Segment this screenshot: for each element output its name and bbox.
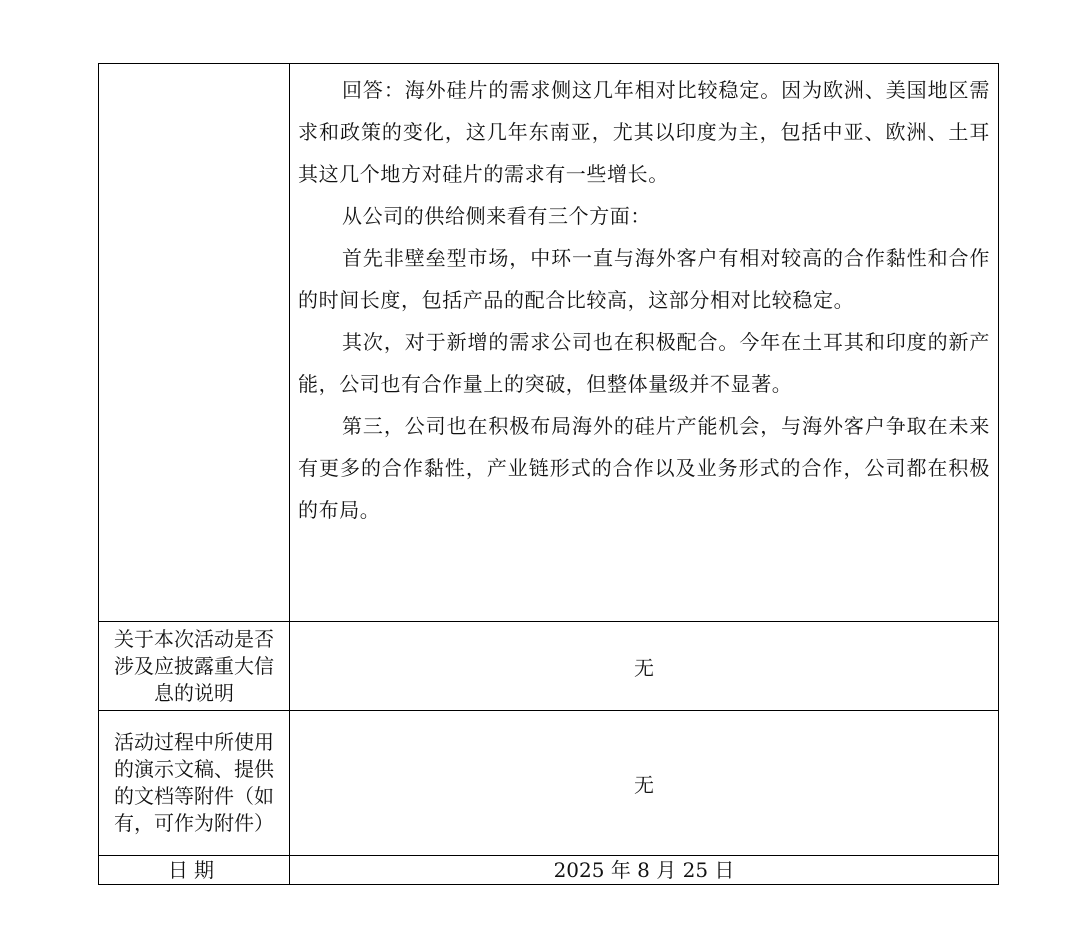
major-info-label: 关于本次活动是否涉及应披露重大信息的说明 (99, 622, 290, 711)
answer-paragraph: 首先非壁垒型市场，中环一直与海外客户有相对较高的合作黏性和合作的时间长度，包括产品的配合比较高，这部分相对比较稳定。 (298, 246, 990, 312)
answer-row (99, 64, 999, 622)
answer-paragraph: 回答：海外硅片的需求侧这几年相对比较稳定。因为欧洲、美国地区需求和政策的变化，这几年东南亚，尤其以印度为主，包括中亚、欧洲、土耳其这几个地方对硅片的需求有一些增长。 (298, 78, 990, 186)
attachments-row (99, 711, 999, 856)
answer-paragraph: 第三，公司也在积极布局海外的硅片产能机会，与海外客户争取在未来有更多的合作黏性，产业链形式的合作以及业务形式的合作，公司都在积极的布局。 (298, 414, 990, 522)
info-table (98, 63, 999, 885)
date-label: 日期 (99, 856, 290, 885)
answer-paragraph: 其次，对于新增的需求公司也在积极配合。今年在土耳其和印度的新产能，公司也有合作量上的突破，但整体量级并不显著。 (298, 330, 990, 396)
date-row (99, 856, 999, 885)
attachments-label: 活动过程中所使用的演示文稿、提供的文档等附件（如有，可作为附件） (99, 711, 290, 856)
answer-cell (290, 64, 999, 622)
major-info-row (99, 622, 999, 711)
answer-label-cell (99, 64, 290, 622)
answer-paragraph: 从公司的供给侧来看有三个方面： (342, 204, 651, 228)
major-info-value: 无 (290, 622, 999, 711)
attachments-value: 无 (290, 711, 999, 856)
date-value: 2025 年 8 月 25 日 (290, 856, 999, 885)
